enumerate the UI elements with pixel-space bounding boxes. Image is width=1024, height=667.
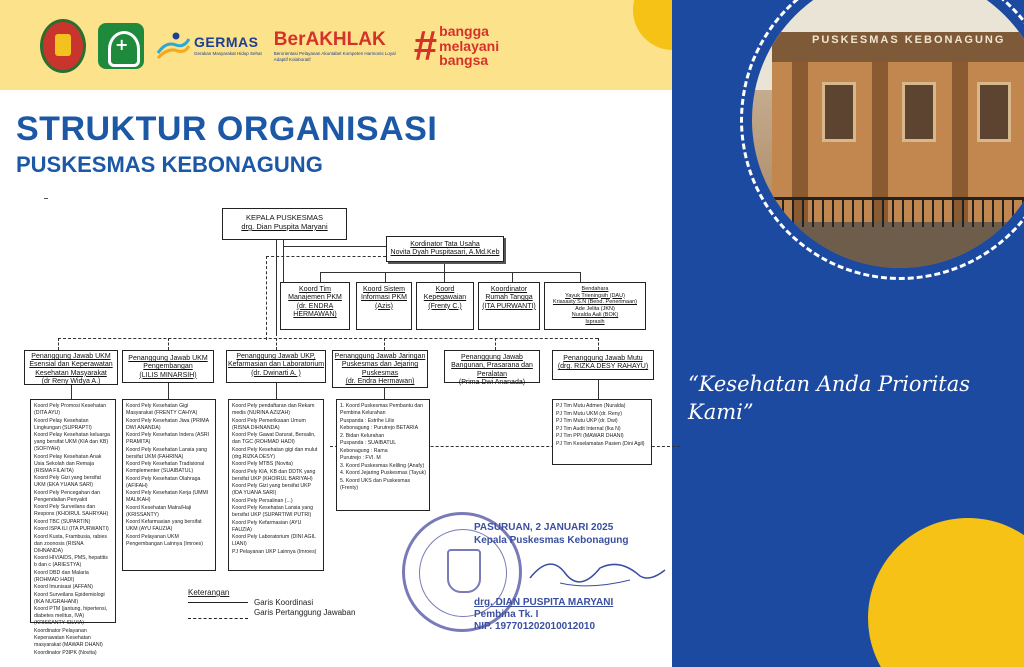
list-item: Koord Pely Pemeriksaan Umum (RISNA DIHNANDA) bbox=[232, 417, 306, 431]
list-item: PJ Tim Mutu UKP (dr. Dwi) bbox=[556, 418, 618, 425]
list-item: 3. Koord Puskesmas Keliling (Anafy) bbox=[340, 462, 425, 469]
pj-title: Penanggung Jawab Mutu bbox=[563, 355, 643, 362]
pj-name: (Prima Dwi Ananada) bbox=[458, 379, 526, 387]
list-item: Koord Pely KIA, KB dan DDTK yang bersifat UKP (KHOIRUL BARIYAH) bbox=[232, 468, 316, 482]
pj-title: Penanggung Jawab Bangunan, Prasarana dan Peralatan bbox=[451, 354, 533, 378]
treasurer-line: Ade Jelita (JKN) bbox=[575, 305, 615, 312]
list-item: PJ Tim PPI (MAWAR DHANI) bbox=[556, 433, 624, 440]
list-item: PJ Tim Mutu UKM (dr. Reny) bbox=[556, 410, 623, 417]
list-item: Purutrejo : FVI. M bbox=[340, 455, 381, 462]
signature-place-date: PASURUAN, 2 JANUARI 2025 bbox=[474, 522, 614, 533]
list-item: Koord Pely Gizi yang bersifat UKM (EKA YUANA SARI) bbox=[34, 475, 101, 489]
list-item: Koord ISPA ILI (ITA PURWANTI) bbox=[34, 526, 109, 533]
list-item: 1. Koord Puskesmas Pembantu dan Pembina Kelurahan bbox=[340, 403, 424, 417]
pj-title: Penanggung Jawab UKM Esensial dan Keperawatan Kesehatan Masyarakat bbox=[29, 353, 113, 377]
signature-name: drg. DIAN PUSPITA MARYANI bbox=[474, 597, 614, 608]
connector bbox=[385, 272, 386, 282]
list-item: Koord Pely MTBS (Novita) bbox=[232, 461, 293, 468]
melayani-word: melayani bbox=[439, 37, 500, 54]
treasurer-box bbox=[544, 282, 646, 330]
treasurer-line: Isprasih bbox=[585, 318, 605, 325]
legend-title: Keterangan bbox=[188, 588, 230, 597]
list-item: Koord Pelay Kesehatan keluarga yang bersifat UKM (KIA dan KB) (SOFIYAH) bbox=[34, 432, 110, 453]
list-item: Koord PTM (jantung, hipertensi, diabetes melitus, IVA) (KRISSANTY SILVIA) bbox=[34, 606, 108, 627]
connector bbox=[320, 272, 321, 282]
page-title: STRUKTUR ORGANISASI bbox=[16, 110, 438, 148]
list-item: Koord Kesehatan Matra/Haji (KRISSANTY) bbox=[126, 504, 192, 518]
coordination-line bbox=[266, 256, 386, 257]
list-item: 4. Koord Jejaring Puskesmas (Tayuk) bbox=[340, 470, 426, 477]
signature-rank: Pembina Tk. I bbox=[474, 609, 539, 620]
germas-logo bbox=[156, 31, 262, 61]
logo-row bbox=[40, 16, 499, 76]
coord-staffing-box bbox=[416, 282, 474, 330]
coordination-line bbox=[58, 338, 598, 339]
list-item: Koord Kusta, Frambusia, rabies dan zoonosis (RISNA DIHNANDA) bbox=[34, 533, 107, 554]
list-item: 5. Koord UKS dan Puskesmas (Frenty) bbox=[340, 477, 411, 491]
signature-nip: NIP. 197701202010012010 bbox=[474, 621, 596, 632]
list-item: Koord Pely Kesehatan Olahraga (AFIFAH) bbox=[126, 475, 201, 489]
puskesmas-logo bbox=[98, 23, 144, 69]
berakhlak-tagline: Berorientasi Pelayanan Akuntabel Kompeten Harmonis Loyal Adaptif Kolaboratif bbox=[273, 51, 396, 62]
connector bbox=[320, 272, 580, 273]
list-item: Koordinator P3IPK (Novita) bbox=[34, 649, 97, 656]
ukm-development-list bbox=[122, 399, 216, 571]
list-item: Koord Pelay Kesehatan Anak Usia Sekolah dan Remaja (RISMA FILAITA) bbox=[34, 453, 102, 474]
list-item: Koord Pelay Kesehatan Lingkungan (SUPRAPTI) bbox=[34, 417, 92, 431]
list-item: Koord Pely Kesehatan Lansia yang bersifat UKM (FAHRINA) bbox=[126, 446, 208, 460]
pj-infrastructure-box bbox=[444, 350, 540, 387]
building-sign: PUSKESMAS KEBONAGUNG bbox=[812, 34, 1006, 46]
pasuruan-regency-logo bbox=[40, 19, 86, 73]
list-item: Koord Pely Kesehatan gigi dan mulut (drg.RIZKA DESY) bbox=[232, 446, 318, 460]
connector bbox=[580, 272, 581, 282]
pj-title: Penanggung Jawab UKP, Kefarmasian dan Laboratorium bbox=[227, 353, 325, 369]
coord-name: (Frenty C.) bbox=[428, 302, 462, 310]
handwritten-signature bbox=[520, 548, 670, 598]
pj-ukm-essential-box bbox=[24, 350, 118, 385]
head-title: KEPALA PUSKESMAS bbox=[246, 213, 323, 222]
list-item: Koord Pely Kesehatan Kerja (UMMI MALIKAH) bbox=[126, 490, 209, 504]
bangga-word: bangga bbox=[439, 22, 489, 39]
pj-quality-box bbox=[552, 350, 654, 380]
treasurer-line: Kriasasty S.N (Bend. Penerimaan) bbox=[552, 299, 638, 306]
quality-list bbox=[552, 399, 652, 465]
connector bbox=[276, 240, 277, 336]
list-item: Koord Pely Kesehatan Tradisional Komplementer (SUAIBATUL) bbox=[126, 461, 205, 475]
coord-name: (dr. ENDRA HERMAWAN) bbox=[293, 302, 337, 319]
pj-ukp-box bbox=[226, 350, 326, 383]
list-item: Puspanda : Estrihe Lilis bbox=[340, 417, 395, 424]
treasurer-line: Nuralda Aali (BOK) bbox=[571, 312, 619, 319]
list-item: Koord Surveilans Epidemiologi (IKA NUGRAHANI) bbox=[34, 591, 105, 605]
coordination-line bbox=[266, 256, 267, 340]
list-item: Koord Pely Persalinan (...) bbox=[232, 497, 293, 504]
bangsa-word: bangsa bbox=[439, 52, 489, 69]
solid-line-sample bbox=[188, 602, 248, 603]
list-item: Koord Pely pendaftaran dan Rekam medis (NURINA AZIZAH) bbox=[232, 403, 315, 417]
list-item: Koord Pely Kesehatan Jiwa (PRIMA DWI ANANDA) bbox=[126, 417, 209, 431]
head-of-puskesmas-box bbox=[222, 208, 347, 240]
connector bbox=[444, 272, 445, 282]
list-item: Kebonagung : Rama bbox=[340, 447, 388, 454]
pj-name: (drg. RIZKA DESY RAHAYU) bbox=[557, 363, 649, 371]
ukm-essential-list bbox=[30, 399, 116, 656]
treasurer-title: Bendahara bbox=[581, 286, 609, 292]
list-item: Koord Pely Pencegahan dan Pengendalian Penyakit bbox=[34, 489, 101, 503]
legend-responsibility: Garis Pertanggung Jawaban bbox=[254, 608, 356, 617]
list-item: PJ Tim Mutu Admen (Nuralda) bbox=[556, 403, 626, 409]
list-item: Koord Kefarmasian yang bersifat UKM (AYU FAUZIA) bbox=[126, 519, 202, 533]
list-item: Koordinator Pelayanan Keperawatan Kesehatan masyarakat (MAWAR DHANI) bbox=[34, 627, 103, 649]
coord-title: Koord Kepegawaian bbox=[423, 286, 467, 302]
berakhlak-wordmark: BerAKHLAK bbox=[273, 29, 386, 51]
list-item: Koord Imunisasi (AFFAN) bbox=[34, 584, 93, 591]
coord-household-box bbox=[478, 282, 540, 330]
list-item: Koord DBD dan Malaria (ROHMAD HADI) bbox=[34, 569, 89, 583]
list-item: PJ Tim Audit Internal (Ika N) bbox=[556, 425, 621, 432]
pj-title: Penanggung Jawab Jaringan Puskesmas dan Jejaring Puskesmas bbox=[334, 353, 426, 377]
list-item: Koord Pely Kesehatan Lansia yang bersifat UKP (SUPARTIWI PUTRI) bbox=[232, 505, 314, 519]
network-list bbox=[336, 399, 430, 511]
list-item: Koord Pely Kesehatan Indera (ASRI PRAMITA) bbox=[126, 432, 210, 446]
admin-coordinator-box bbox=[386, 236, 504, 262]
dashed-line-sample bbox=[188, 618, 248, 619]
bangga-melayani-bangsa-logo bbox=[414, 24, 499, 68]
germas-mark-icon bbox=[156, 31, 190, 61]
list-item: Koord Pely Promosi Kesehatan (DITA AYU) bbox=[34, 403, 107, 417]
list-item: Koord Pely Surveilans dan Respons (KHOIRUL SAHRYAH) bbox=[34, 504, 109, 518]
coord-information-box bbox=[356, 282, 412, 330]
hash-icon: # bbox=[413, 22, 438, 69]
list-item: PJ Pelayanan UKP Lainnya (Imroes) bbox=[232, 548, 317, 555]
pj-title: Penanggung Jawab UKM Pengembangan bbox=[128, 355, 208, 371]
coord-management-box bbox=[280, 282, 350, 330]
list-item: Koord Pely Gizi yang bersifat UKP (IDA YUANA SARI) bbox=[232, 483, 311, 497]
list-item: Koord HIV/AIDS, PMS, hepatitis b dan c (ARIESTYA) bbox=[34, 555, 108, 569]
list-item: Koord Pely Laboratorium (DINI AGIL LIANI) bbox=[232, 534, 316, 548]
coord-title: Koordinator Rumah Tangga bbox=[485, 286, 533, 302]
germas-wordmark: GERMAS bbox=[194, 34, 259, 51]
ukp-list bbox=[228, 399, 324, 571]
list-item: Koord TBC (SUPARTIN) bbox=[34, 518, 91, 525]
connector bbox=[512, 272, 513, 282]
coord-name: (ITA PURWANTI) bbox=[482, 302, 536, 310]
list-item: Koord Pely Gawat Darurat, Bersalin, dan TGC (ROHMAD HADI) bbox=[232, 432, 316, 446]
coord-title: Koord Tim Manajemen PKM bbox=[288, 286, 342, 302]
admin-title: Kordinator Tata Usaha bbox=[410, 241, 480, 248]
head-name: drg. Dian Puspita Maryani bbox=[241, 222, 328, 231]
admin-name: Novita Dyah Puspitasari, A.Md.Keb bbox=[390, 249, 500, 257]
signature-role: Kepala Puskesmas Kebonagung bbox=[474, 535, 629, 546]
list-item: Koord Pely Kesehatan Gigi Masyarakat (FRENTY CAHYA) bbox=[126, 403, 198, 417]
pj-ukm-development-box bbox=[122, 350, 214, 383]
pj-network-box bbox=[332, 350, 428, 388]
coord-name: (Azis) bbox=[375, 302, 393, 310]
berakhlak-logo bbox=[274, 30, 402, 62]
coord-title: Koord Sistem Informasi PKM bbox=[361, 286, 407, 302]
list-item: Puspanda : SUAIBATUL bbox=[340, 440, 397, 447]
pj-name: (dr. Dwinarti A. ) bbox=[251, 369, 301, 377]
page-subtitle: PUSKESMAS KEBONAGUNG bbox=[16, 152, 323, 177]
list-item: Koord Pelayanan UKM Pengembangan Lainnya (Imroes) bbox=[126, 533, 203, 547]
list-item: PJ Tim Keselamatan Pasien (Dini Agil) bbox=[556, 440, 645, 447]
building-photo bbox=[752, 0, 1024, 268]
connector bbox=[283, 246, 386, 247]
motto-quote: “Kesehatan Anda Prioritas Kami” bbox=[688, 372, 971, 425]
treasurer-line: Yayuk Trieningsih (DAU) bbox=[565, 292, 625, 299]
legend-coordination: Garis Koordinasi bbox=[254, 598, 314, 607]
pj-name: (dr. Endra Hermawan) bbox=[345, 378, 415, 386]
pj-name: (LILIS MINARSIH) bbox=[139, 371, 197, 379]
list-item: Kebonagung : Purutrejo BETARIA bbox=[340, 425, 419, 432]
germas-tagline: Gerakan Masyarakat Hidup Sehat bbox=[194, 51, 262, 57]
connector bbox=[444, 262, 445, 272]
list-item: Koord Pely Kefarmasian (AYU FAUZIA) bbox=[232, 519, 302, 533]
list-item: 2. Bidan Kelurahan bbox=[340, 432, 385, 439]
pj-name: (dr Reny Widya A.) bbox=[41, 378, 101, 386]
